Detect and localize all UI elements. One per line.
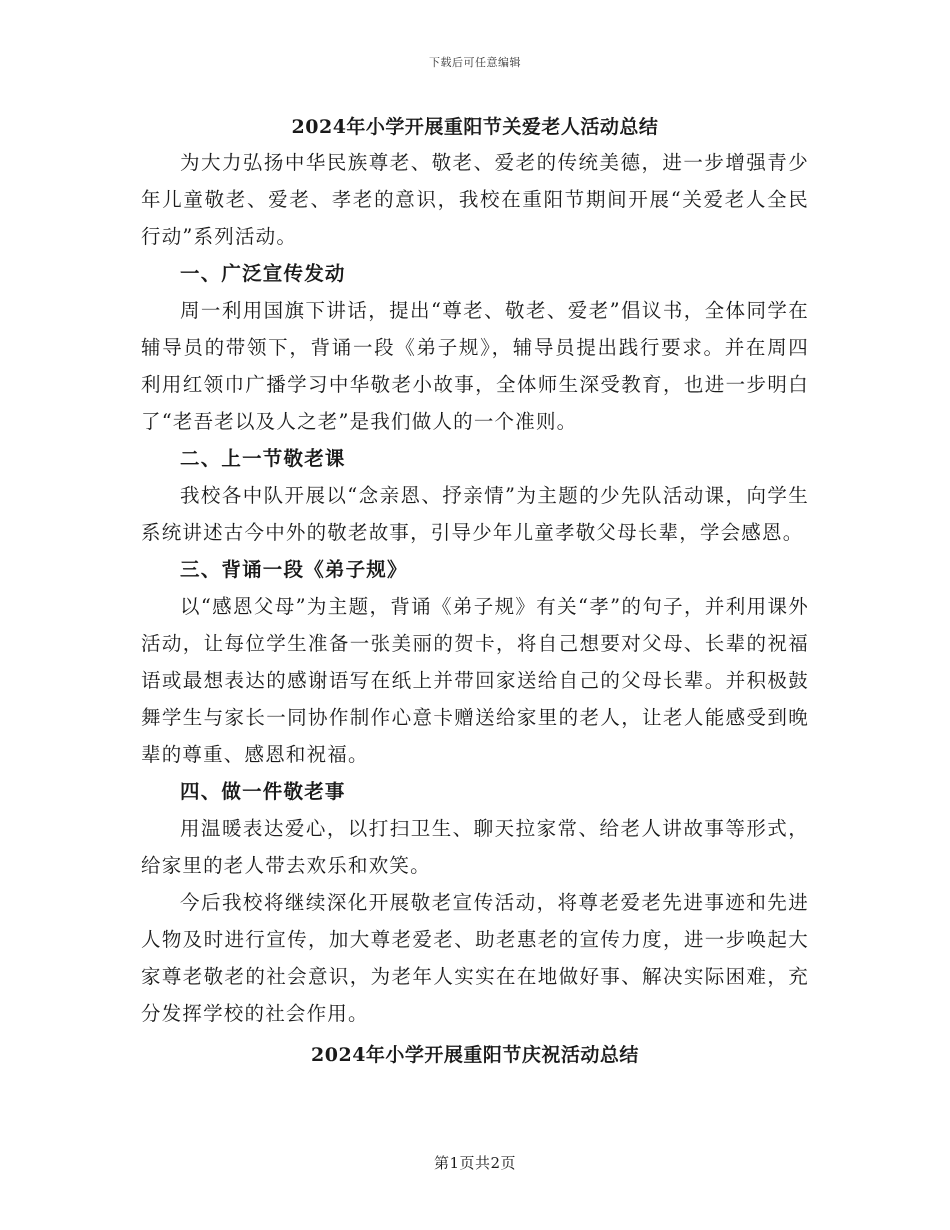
section-heading-1: 一、广泛宣传发动 [180,262,346,285]
header-note: 下载后可任意编辑 [429,56,521,69]
section-paragraph-3: 以“感恩父母”为主题，背诵《弟子规》有关“孝”的句子，并利用课外活动，让每位学生准备一张美丽的贺卡，将自己想要对父母、长辈的祝福语或最想表达的感谢语写在纸上并带回家送给自己的父母长辈。并积极鼓舞学生与家长一同协作制作心意卡赠送给家里的老人，让老人能感受到晚辈的尊重、感恩和祝福。 [141,595,809,766]
document-title: 2024年小学开展重阳节关爱老人活动总结 [291,116,659,138]
section-paragraph-4: 用温暖表达爱心，以打扫卫生、聊天拉家常、给老人讲故事等形式，给家里的老人带去欢乐和欢笑。 [141,817,809,877]
page-footer: 第1页共2页 [433,1154,517,1172]
section-paragraph-1: 周一利用国旗下讲话，提出“尊老、敬老、爱老”倡议书，全体同学在辅导员的带领下，背诵一段《弟子规》，辅导员提出践行要求。并在周四利用红领巾广播学习中华敬老小故事，全体师生深受教育，也进一步明白了“老吾老以及人之老”是我们做人的一个准则。 [141,299,809,433]
section-heading-3: 三、背诵一段《弟子规》 [180,558,408,581]
intro-paragraph: 为大力弘扬中华民族尊老、敬老、爱老的传统美德，进一步增强青少年儿童敬老、爱老、孝老的意识，我校在重阳节期间开展“关爱老人全民行动”系列活动。 [141,151,809,248]
next-document-title: 2024年小学开展重阳节庆祝活动总结 [311,1044,639,1066]
section-heading-2: 二、上一节敬老课 [180,447,346,470]
conclusion-paragraph: 今后我校将继续深化开展敬老宣传活动，将尊老爱老先进事迹和先进人物及时进行宣传，加大尊老爱老、助老惠老的宣传力度，进一步唤起大家尊老敬老的社会意识，为老年人实实在在地做好事、解决实际困难，充分发挥学校的社会作用。 [141,891,809,1025]
section-paragraph-2: 我校各中队开展以“念亲恩、抒亲情”为主题的少先队活动课，向学生系统讲述古今中外的敬老故事，引导少年儿童孝敬父母长辈，学会感恩。 [141,484,809,544]
section-heading-4: 四、做一件敬老事 [180,780,346,803]
document-body [141,112,809,1070]
